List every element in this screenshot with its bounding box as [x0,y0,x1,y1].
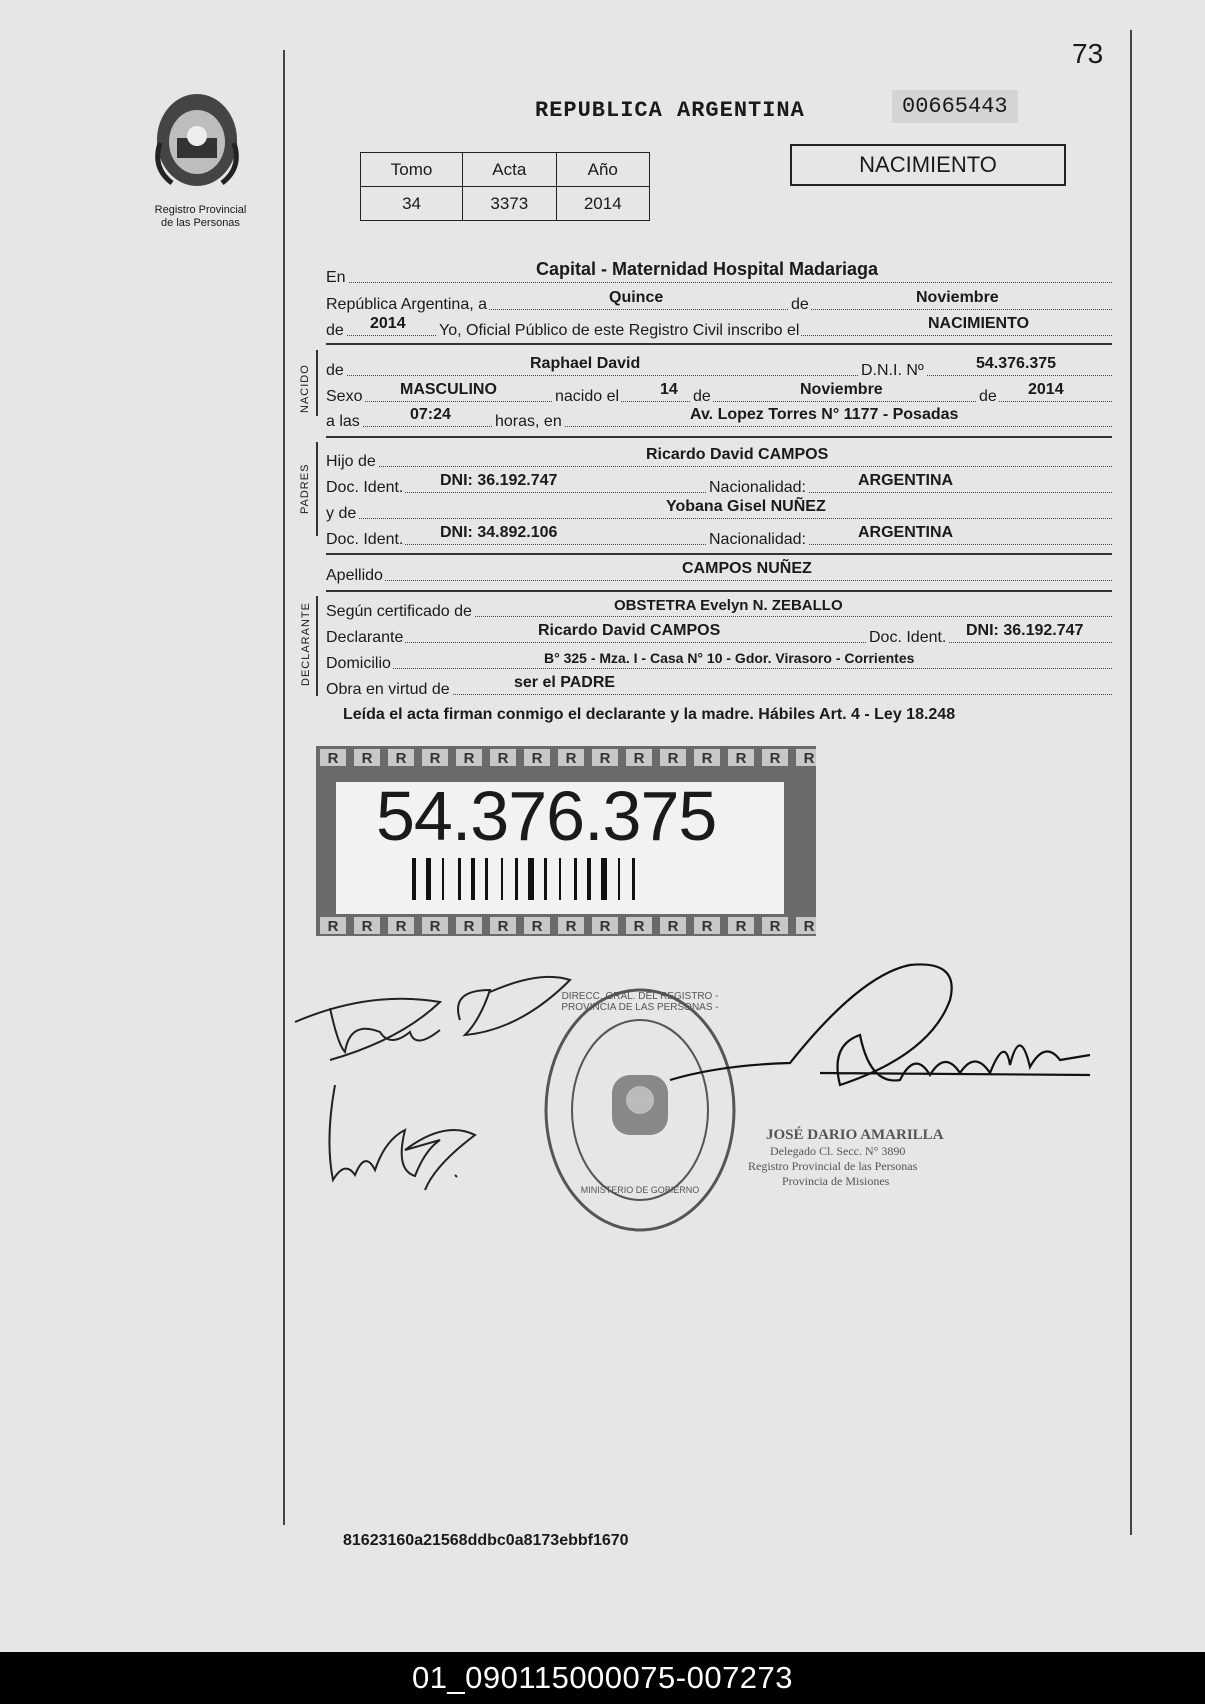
barcode-bar [471,858,475,900]
pattern-letter: R [769,918,781,935]
pattern-letter: R [667,750,679,767]
barcode-bar [426,858,431,900]
decl-label: Declarante [326,629,404,646]
pattern-letter: R [599,750,611,767]
pattern-letter: R [429,918,441,935]
separator-4 [326,590,1112,592]
header-tomo: Tomo [361,153,463,187]
closing-text: Leída el acta firman conmigo el declarante y la madre. Hábiles Art. 4 - Ley 18.248 [343,706,956,723]
alas-label: a las [326,413,360,430]
horas-label: horas, en [492,413,564,431]
decl-doc-value: DNI: 36.192.747 [966,622,1084,639]
pattern-letter: R [701,918,713,935]
inscribo-value: NACIMIENTO [928,315,1030,332]
seal-caption-line1: Registro Provincial [154,204,247,216]
barcode-bar [587,858,591,900]
official-line3: Registro Provincial de las Personas [748,1159,918,1173]
en-value: Capital - Maternidad Hospital Madariaga [536,259,879,279]
nacido-bar [316,350,318,416]
doc2-value: DNI: 34.892.106 [440,524,558,541]
footer-code: 01_090115000075-007273 [411,1660,794,1695]
barcode-bar [559,858,561,900]
dni-value: 54.376.375 [976,355,1057,372]
barcode-bar [515,858,518,900]
pattern-letter: R [463,750,475,767]
hijo-label: Hijo de [326,453,376,470]
page-number: 73 [1072,38,1104,69]
pattern-letter: R [565,918,577,935]
pattern-letter: R [735,918,747,935]
cert-label: Según certificado de [326,603,472,620]
pattern-letter: R [633,918,645,935]
official-line4: Provincia de Misiones [782,1174,890,1188]
doc2-label: Doc. Ident. [326,531,404,548]
dia-nac-value: 14 [660,381,678,398]
value-tomo: 34 [361,187,463,221]
padre-value: Ricardo David CAMPOS [646,446,829,463]
declarante-bar [316,596,318,696]
barcode-bar [412,858,416,900]
row-nombre [326,356,1112,380]
dia-value: Quince [609,289,664,306]
sexo-label: Sexo [326,388,363,405]
label-number: 54.376.375 [376,777,717,855]
doc1-label: Doc. Ident. [326,479,404,496]
row-cert [326,597,1112,621]
barcode-bar [485,858,488,900]
document-hash: 81623160a21568ddbc0a8173ebbf1670 [343,1532,629,1549]
apellido-value: CAMPOS NUÑEZ [682,560,812,577]
sexo-value: MASCULINO [400,381,497,398]
row-obra [326,675,1112,699]
doc1-value: DNI: 36.192.747 [440,472,558,489]
pattern-letter: R [565,750,577,767]
seal-caption-line2: de las Personas [161,217,240,229]
anio-value: 2014 [370,315,406,332]
signature-madre [315,1080,495,1210]
serial-number: 00665443 [892,90,1018,123]
row-doc1 [326,473,1112,497]
obra-label: Obra en virtud de [326,681,450,698]
dom-label: Domicilio [326,655,391,672]
barcode-bar [618,858,620,900]
official-line2: Delegado Cl. Secc. N° 3890 [770,1144,906,1158]
pattern-letter: R [395,750,407,767]
pattern-letter: R [667,918,679,935]
barcode-bar [574,858,577,900]
nacido-label: NACIDO [299,364,311,413]
pattern-letter: R [599,918,611,935]
apellido-label: Apellido [326,567,383,584]
barcode-bar [528,858,534,900]
padres-bar [316,442,318,536]
dom-value: B° 325 - Mza. I - Casa N° 10 - Gdor. Virasoro - Corrientes [544,650,915,666]
de-label-2: de [690,388,713,406]
pattern-letter: R [803,750,815,767]
nacido-el-label: nacido el [552,388,621,406]
obra-value: ser el PADRE [514,674,616,691]
barcode-bar [458,858,461,900]
pattern-letter: R [769,750,781,767]
row-yde [326,499,1112,523]
de-label-3: de [976,388,999,406]
pattern-letter: R [531,750,543,767]
de2-label: de [326,322,344,339]
row-sexo [326,382,1112,406]
row-dom [326,649,1112,673]
pattern-letter: R [463,918,475,935]
pattern-letter: R [429,750,441,767]
anio-nac-value: 2014 [1028,381,1064,398]
pattern-letter: R [531,918,543,935]
de-nombre-label: de [326,362,344,379]
row-en [326,259,1112,287]
document-title: REPUBLICA ARGENTINA [535,98,805,123]
pattern-letter: R [361,750,373,767]
mes-value: Noviembre [916,289,999,306]
file-code-bar [0,1652,1205,1704]
en-label: En [326,269,346,286]
separator-2 [326,436,1112,438]
right-margin-line [1130,30,1132,1535]
pattern-letter: R [361,918,373,935]
separator-3 [326,553,1112,555]
padres-label: PADRES [299,463,311,514]
provincial-seal [142,88,252,198]
declarante-label: DECLARANTE [300,602,312,686]
value-acta: 3373 [463,187,556,221]
barcode-bar [442,858,444,900]
value-anio: 2014 [556,187,649,221]
row-republica [326,290,1112,314]
header-acta: Acta [463,153,556,187]
barcode-bar [632,858,635,900]
barcode-bar [501,858,503,900]
dni-label-sticker [316,746,816,936]
nac2-value: ARGENTINA [858,524,954,541]
mes-nac-value: Noviembre [800,381,883,398]
de-label: de [791,296,809,313]
signature-official [660,955,1100,1135]
pattern-letter: R [735,750,747,767]
yde-label: y de [326,505,357,522]
row-doc2 [326,525,1112,549]
dni-label: D.N.I. Nº [858,362,926,380]
nombre-value: Raphael David [530,355,641,372]
official-block [748,1127,998,1189]
pattern-letter: R [327,750,339,767]
header-anio: Año [556,153,649,187]
separator-1 [326,343,1112,345]
row-apellido [326,561,1112,585]
madre-value: Yobana Gisel NUÑEZ [666,498,826,515]
official-name: JOSÉ DARIO AMARILLA [766,1127,944,1143]
nac1-value: ARGENTINA [858,472,954,489]
row-hora [326,407,1112,431]
barcode-bar [601,858,607,900]
barcode-bar [544,858,547,900]
act-type: NACIMIENTO [859,152,997,177]
pattern-letter: R [497,918,509,935]
pattern-letter: R [327,918,339,935]
act-type-box [790,144,1066,186]
row-oficial [326,316,1112,340]
nac2-label: Nacionalidad: [706,531,808,549]
pattern-letter: R [395,918,407,935]
stamp-inner-text: MINISTERIO DE GOBIERNO [580,1185,700,1195]
nac1-label: Nacionalidad: [706,479,808,497]
cert-value: OBSTETRA Evelyn N. ZEBALLO [614,597,843,614]
pattern-letter: R [497,750,509,767]
hora-value: 07:24 [410,406,451,423]
row-decl [326,623,1112,647]
pattern-letter: R [633,750,645,767]
decl-doc-label: Doc. Ident. [866,629,948,647]
row-hijo [326,447,1112,471]
seal-emblem-icon [142,88,252,198]
oficial-text: Yo, Oficial Público de este Registro Civil inscribo el [436,322,801,340]
pattern-letter: R [803,918,815,935]
left-margin-line [283,50,285,1525]
republica-label: República Argentina, a [326,296,487,313]
pattern-letter: R [701,750,713,767]
lugar-value: Av. Lopez Torres N° 1177 - Posadas [690,406,959,423]
decl-value: Ricardo David CAMPOS [538,622,721,639]
seal-caption [128,204,273,230]
tomo-acta-anio-table [360,152,650,221]
stamp-ring-text: DIRECC. GRAL. DEL REGISTRO - PROVINCIA DE LAS PERSONAS - [561,991,719,1013]
